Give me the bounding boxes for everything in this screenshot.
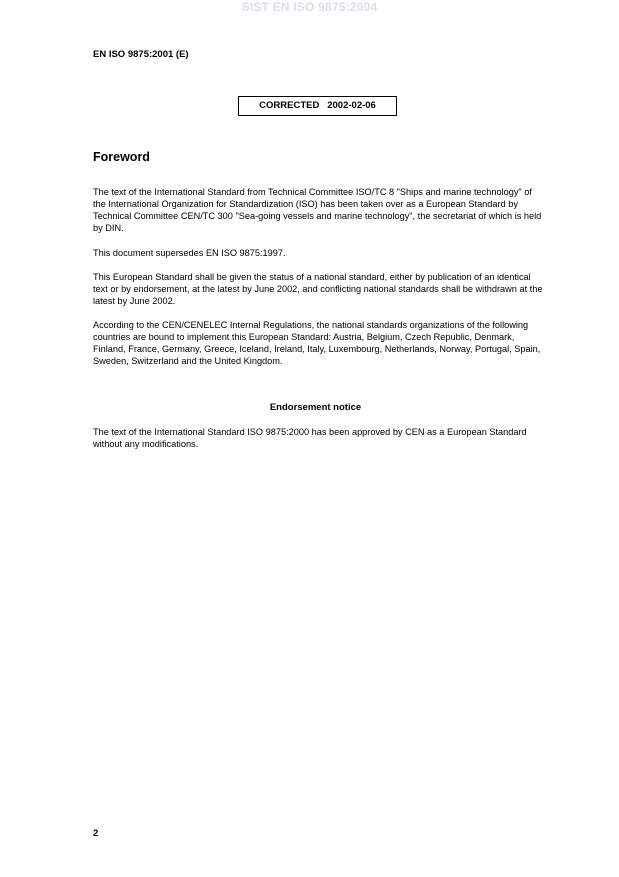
corrected-stamp: CORRECTED 2002-02-06	[238, 96, 397, 116]
document-reference: EN ISO 9875:2001 (E)	[93, 49, 189, 60]
foreword-paragraph: This document supersedes EN ISO 9875:1997.	[93, 248, 286, 258]
endorsement-paragraph: The text of the International Standard ISO 9875:2000 has been approved by CEN as a European Standard without any modifications.	[93, 427, 527, 449]
watermark: SIST EN ISO 9875:2004	[241, 0, 378, 14]
foreword-paragraph: According to the CEN/CENELEC Internal Regulations, the national standards organizations of the following countries are bound to implement this European Standard: Austria, Belgium, Czech Republic, Denmark, Finland, France, Germany, Greece, Iceland, Ireland, Italy, Luxembourg, Netherlands, Norway, Portugal, Spain, Sweden, Switzerland and the United Kingdom.	[93, 320, 541, 366]
foreword-heading: Foreword	[93, 150, 150, 164]
page-number: 2	[93, 828, 99, 839]
foreword-paragraph: This European Standard shall be given the status of a national standard, either by publication of an identical text or by endorsement, at the latest by June 2002, and conflicting national standards shall be withdrawn at the latest by June 2002.	[93, 272, 543, 306]
foreword-paragraph: The text of the International Standard from Technical Committee ISO/TC 8 "Ships and marine technology" of the International Organization for Standardization (ISO) has been taken over as a European Standard by Technical Committee CEN/TC 300 "Sea-going vessels and marine technology", the secretariat of which is held by DIN.	[93, 187, 542, 233]
endorsement-heading: Endorsement notice	[269, 402, 362, 413]
